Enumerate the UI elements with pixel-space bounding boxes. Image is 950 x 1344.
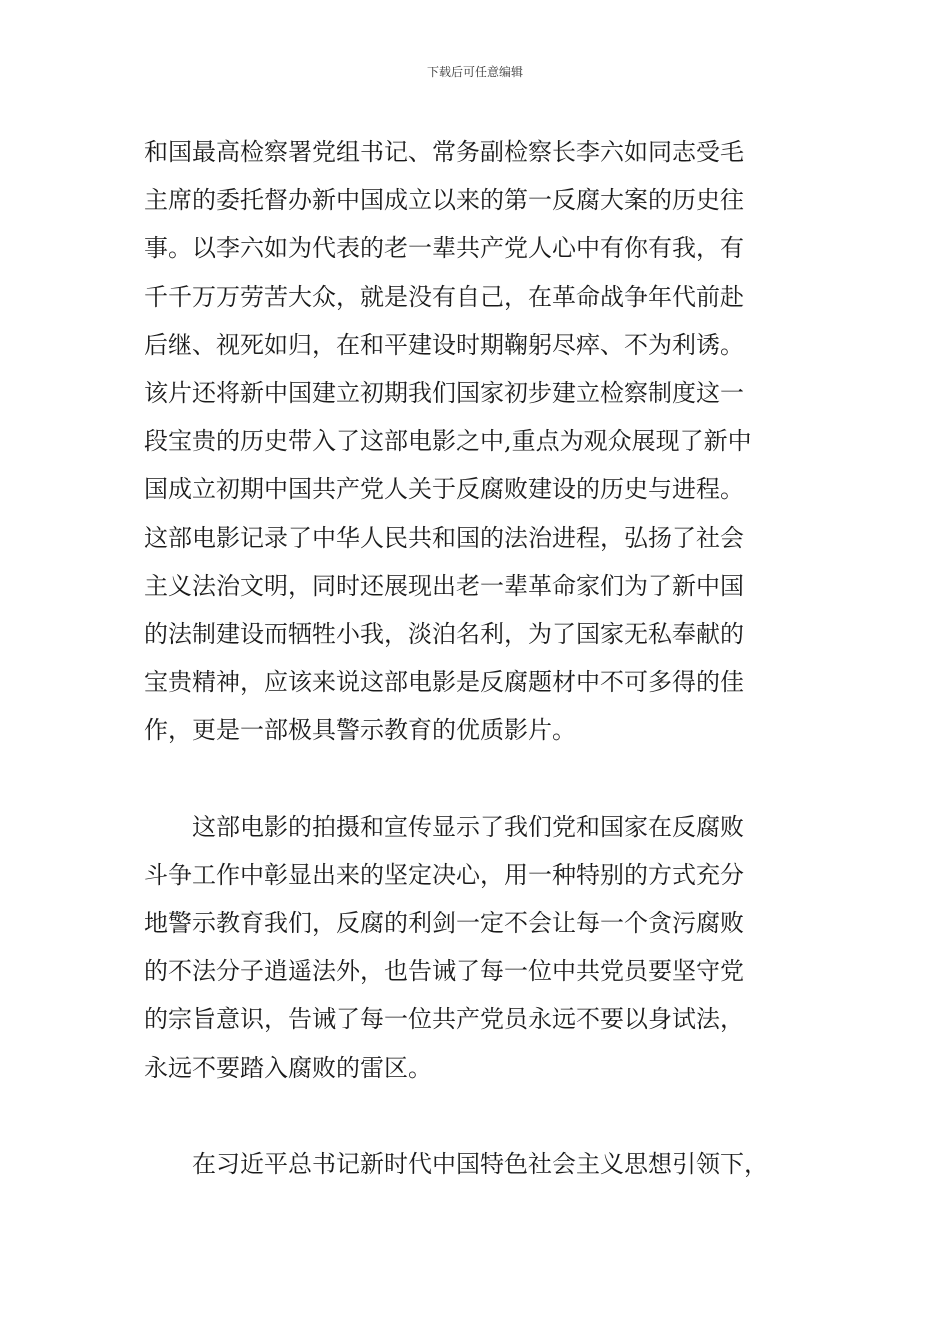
text-line: 永远不要踏入腐败的雷区。 (144, 1053, 432, 1082)
text-line: 主席的委托督办新中国成立以来的第一反腐大案的历史往 (144, 186, 744, 215)
page-header: 下载后可任意编辑 (426, 65, 523, 79)
text-line: 主义法治文明，同时还展现出老一辈革命家们为了新中国 (144, 571, 744, 600)
text-line: 作，更是一部极具警示教育的优质影片。 (144, 716, 576, 745)
text-line: 的法制建设而牺牲小我，淡泊名利，为了国家无私奉献的 (144, 619, 744, 648)
text-line: 段宝贵的历史带入了这部电影之中,重点为观众展现了新中 (144, 427, 752, 456)
paragraph (144, 803, 814, 1092)
text-line: 的宗旨意识，告诫了每一位共产党员永远不要以身试法， (144, 1005, 744, 1034)
text-line: 后继、视死如归，在和平建设时期鞠躬尽瘁、不为利诱。 (144, 330, 744, 359)
paragraph (144, 1140, 814, 1188)
text-line: 宝贵精神，应该来说这部电影是反腐题材中不可多得的佳 (144, 668, 744, 697)
text-line: 的不法分子逍遥法外，也告诫了每一位中共党员要坚守党 (144, 957, 744, 986)
document-body (144, 128, 814, 1188)
text-line: 国成立初期中国共产党人关于反腐败建设的历史与进程。 (144, 475, 744, 504)
text-line: 这部电影记录了中华人民共和国的法治进程，弘扬了社会 (144, 523, 744, 552)
text-line: 这部电影的拍摄和宣传显示了我们党和国家在反腐败 (144, 812, 744, 841)
text-line: 斗争工作中彰显出来的坚定决心，用一种特别的方式充分 (144, 860, 744, 889)
paragraph-gap (144, 754, 814, 802)
text-line: 事。以李六如为代表的老一辈共产党人心中有你有我，有 (144, 234, 744, 263)
text-line: 千千万万劳苦大众，就是没有自己，在革命战争年代前赴 (144, 282, 744, 311)
paragraph (144, 128, 814, 754)
paragraph-gap (144, 1092, 814, 1140)
text-line: 该片还将新中国建立初期我们国家初步建立检察制度这一 (144, 378, 744, 407)
text-line: 和国最高检察署党组书记、常务副检察长李六如同志受毛 (144, 138, 744, 166)
text-line: 在习近平总书记新时代中国特色社会主义思想引领下， (144, 1149, 768, 1178)
text-line: 地警示教育我们，反腐的利剑一定不会让每一个贪污腐败 (144, 909, 744, 937)
